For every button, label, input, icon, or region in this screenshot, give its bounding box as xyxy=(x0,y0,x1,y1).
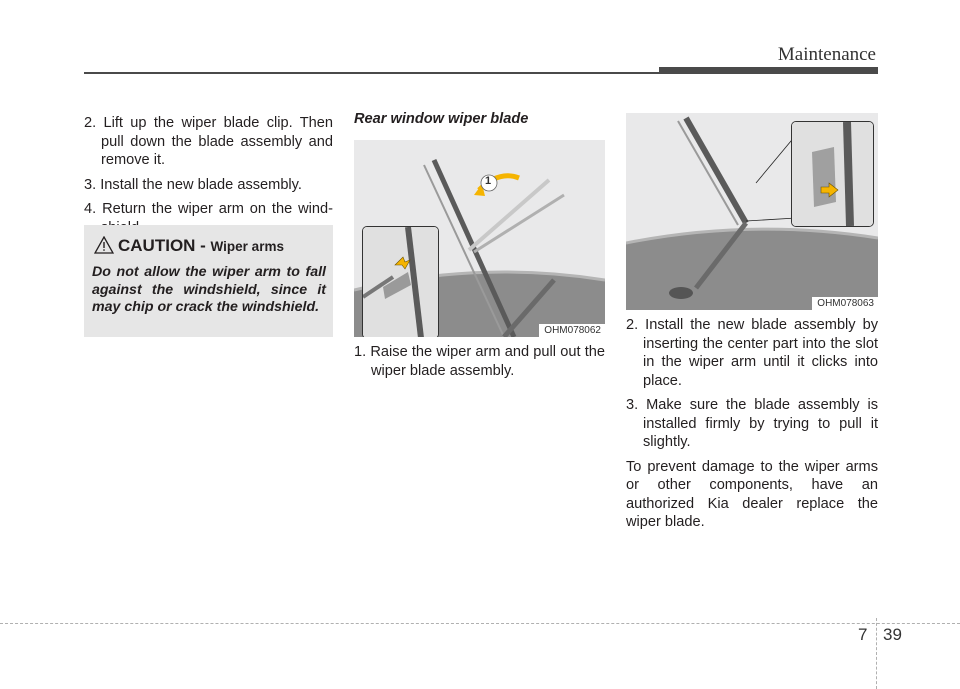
header-rule-accent xyxy=(659,67,878,74)
caution-title xyxy=(118,236,284,256)
step-3-install-blade: 3. Install the new blade assembly. xyxy=(84,176,302,193)
callout-number: 1 xyxy=(485,175,492,187)
detail-inset xyxy=(362,226,439,337)
figure-code: OHM078062 xyxy=(539,324,605,337)
step-3-check-blade: 3. Make sure the blade assembly is installed firmly by trying to pull it slightly. xyxy=(626,397,878,450)
caution-subject: Wiper arms xyxy=(210,239,284,254)
page-chapter: 7 xyxy=(858,625,868,644)
detail-inset xyxy=(791,121,874,227)
footer-divider xyxy=(876,618,877,689)
direction-arrow-icon xyxy=(819,182,839,198)
step-1-raise-arm: 1. Raise the wiper arm and pull out the wiper blade assembly. xyxy=(354,344,605,379)
footer-rule xyxy=(0,623,960,624)
dealer-note: To prevent damage to the wiper arms or other components, have an authorized Kia dealer replace the wiper blade. xyxy=(626,458,878,530)
caution-label: CAUTION - xyxy=(118,236,211,255)
direction-arrow-icon xyxy=(393,255,411,271)
right-column-text xyxy=(626,316,878,532)
warning-triangle-icon xyxy=(94,236,114,254)
caution-text: Do not allow the wiper arm to fall against the windshield, since it may chip or crack the windshield. xyxy=(92,264,326,315)
left-column xyxy=(84,114,333,243)
header-title: Maintenance xyxy=(777,44,876,65)
section-title: Rear window wiper blade xyxy=(354,111,529,127)
header-rule xyxy=(84,72,659,74)
step-4-return-arm: 4. Return the wiper arm on the wind- xyxy=(84,201,333,217)
middle-column-text xyxy=(354,343,605,386)
figure-raise-wiper-arm xyxy=(354,140,605,337)
step-2-install-blade: 2. Install the new blade assembly by inserting the center part into the slot in the wiper arm until it clicks into place. xyxy=(626,317,878,389)
figure-install-blade xyxy=(626,113,878,310)
step-2-remove-blade: 2. Lift up the wiper blade clip. Then pull down the blade assembly and remove it. xyxy=(84,115,333,168)
page-number: 39 xyxy=(883,625,902,644)
figure-code: OHM078063 xyxy=(812,297,878,310)
caution-box xyxy=(84,225,333,337)
